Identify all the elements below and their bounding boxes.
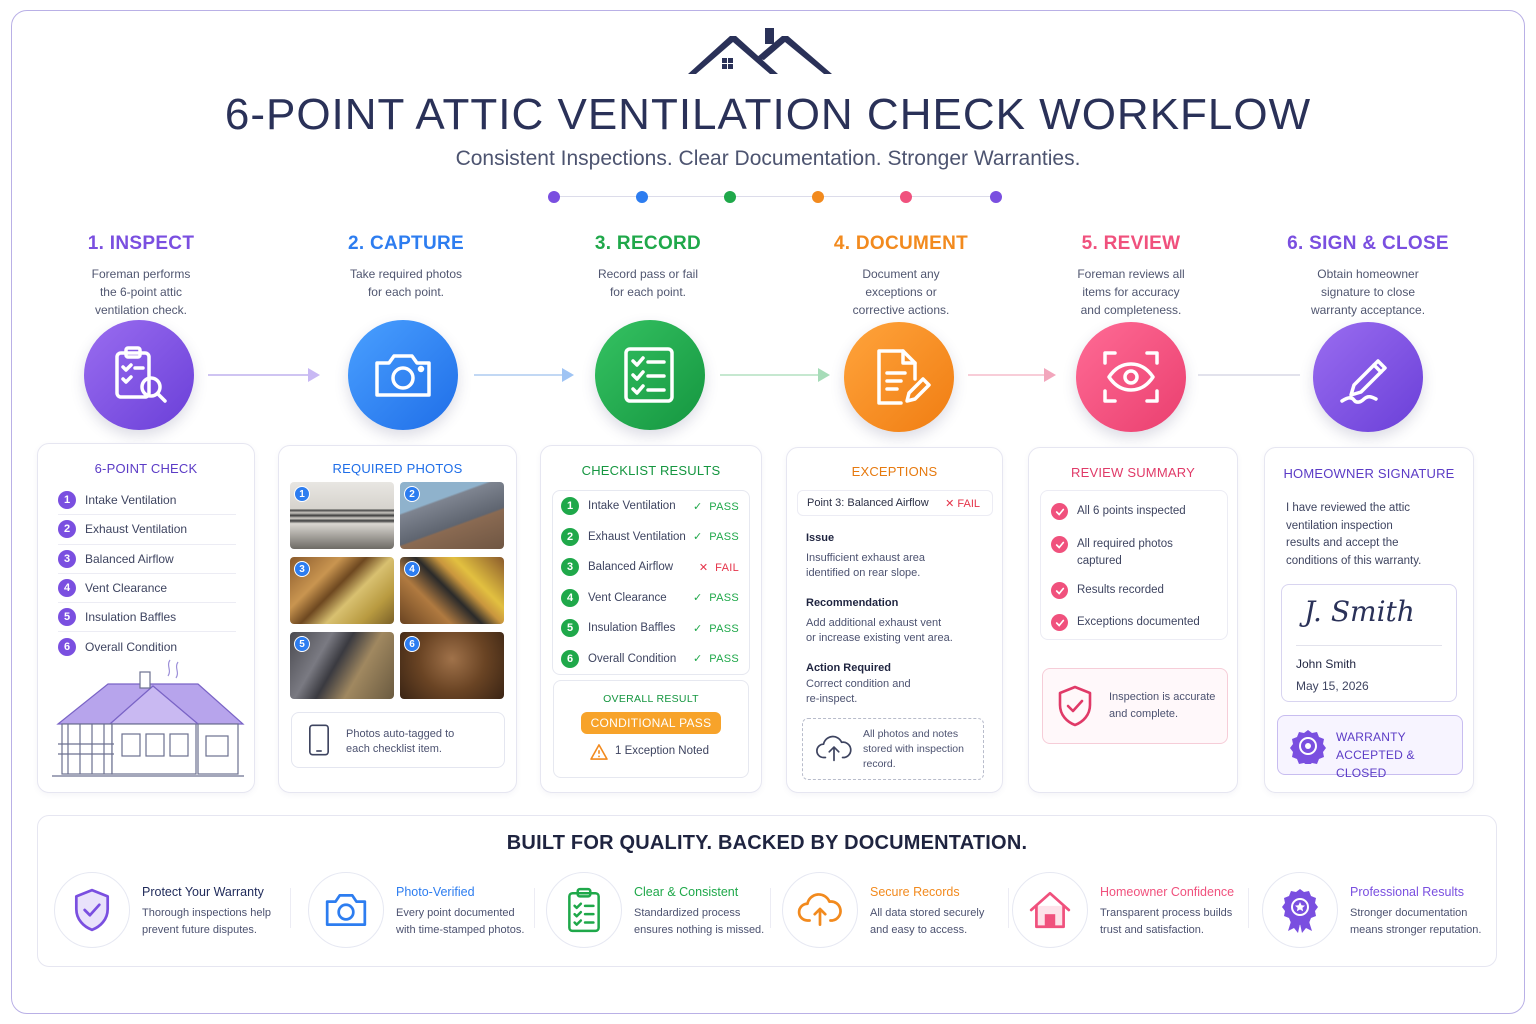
homeowner-signature-card (1264, 447, 1474, 793)
cloud-upload-icon (797, 887, 843, 933)
step-2-circle (348, 320, 458, 430)
overall-result-badge: CONDITIONAL PASS (581, 712, 721, 734)
photo-balanced-airflow: 3 (290, 557, 394, 624)
list-item: 5 Insulation Baffles (58, 603, 236, 632)
step-5-circle (1076, 322, 1186, 432)
acceptance-statement: I have reviewed the attic ventilation inspection results and accept the conditions of this warranty. (1286, 502, 1422, 567)
check-icon (1051, 503, 1068, 520)
list-item: 3 Balanced Airflow (58, 545, 236, 574)
checklist-icon (618, 343, 682, 407)
award-ribbon-icon (1277, 887, 1323, 933)
step-desc: Foreman performs the 6-point attic ventilation check. (91, 267, 191, 317)
clipboard-check-icon (561, 887, 607, 933)
progress-dot (900, 191, 912, 203)
photo-overall-condition: 6 (400, 632, 504, 699)
photo-vent-clearance: 4 (400, 557, 504, 624)
check-icon (1051, 536, 1068, 553)
step-4-header (791, 233, 1011, 319)
step-2-header (296, 233, 516, 301)
step-1-header (31, 233, 251, 319)
page-subtitle: Consistent Inspections. Clear Documentation. Stronger Warranties. (455, 147, 1081, 170)
progress-dot (636, 191, 648, 203)
pen-sign-icon (1336, 345, 1400, 409)
review-item: All required photos captured (1051, 536, 1173, 570)
card-title: EXCEPTIONS (851, 464, 938, 479)
document-pen-icon (867, 345, 931, 409)
step-desc: Document any exceptions or corrective actions. (852, 267, 950, 317)
badge-seal-icon (1290, 728, 1326, 764)
house-illustration-icon (48, 654, 248, 784)
exception-note: 1 Exception Noted (615, 745, 709, 757)
exceptions-card: EXCEPTIONS Point 3: Balanced Airflow ✕ FAIL Issue Insufficient exhaust area identified on rear slope. Recommendation Add additional exhaust vent or increase existing vent area. Action Required Correct condition and re-inspect. All photos and notes stored with inspection record. (786, 447, 1003, 793)
list-item: 2 Exhaust Ventilation (58, 515, 236, 544)
signature: J. Smith (1304, 595, 1415, 628)
progress-dot (990, 191, 1002, 203)
review-item: All 6 points inspected (1051, 503, 1186, 520)
result-row: 2 Exhaust Ventilation ✓ PASS (561, 522, 749, 553)
result-list (552, 490, 750, 675)
step-desc: Record pass or fail for each point. (597, 267, 699, 299)
step-3-header (538, 233, 758, 301)
card-title: HOMEOWNER SIGNATURE (1283, 466, 1455, 481)
review-list (1040, 490, 1228, 640)
step-3-circle (595, 320, 705, 430)
house-roof-logo-icon (686, 28, 836, 80)
step-1-circle (84, 320, 194, 430)
signature-box (1281, 584, 1457, 702)
photo-exhaust-vent: 2 (400, 482, 504, 549)
progress-dot (812, 191, 824, 203)
step-title: 5. REVIEW (1081, 233, 1181, 254)
six-point-check-card (37, 443, 255, 793)
progress-dot (548, 191, 560, 203)
photo-insulation-baffles: 5 (290, 632, 394, 699)
checklist-results-card (540, 445, 762, 793)
step-title: 3. RECORD (594, 233, 702, 254)
result-row: 6 Overall Condition ✓ PASS (561, 644, 749, 675)
camera-icon (371, 343, 435, 407)
step-5-header (1021, 233, 1241, 319)
step-title: 2. CAPTURE (348, 233, 464, 254)
overall-result-label: OVERALL RESULT (603, 693, 699, 705)
card-title: REVIEW SUMMARY (1071, 465, 1195, 480)
banner-title: BUILT FOR QUALITY. BACKED BY DOCUMENTATION. (506, 832, 1028, 854)
cloud-upload-icon (815, 733, 853, 763)
warranty-badge: WARRANTY ACCEPTED & CLOSED (1277, 715, 1463, 775)
review-confirm-box: Inspection is accurate and complete. (1042, 668, 1228, 744)
signature-date: May 15, 2026 (1296, 679, 1369, 693)
signer-name: John Smith (1296, 657, 1357, 671)
auto-tag-note: Photos auto-tagged to each checklist item. (291, 712, 505, 768)
result-row: 5 Insulation Baffles ✓ PASS (561, 613, 749, 644)
step-6-header (1258, 233, 1478, 319)
card-title: 6-POINT CHECK (94, 461, 198, 476)
warning-icon (590, 744, 608, 760)
step-6-circle (1313, 322, 1423, 432)
home-icon (1027, 887, 1073, 933)
step-desc: Obtain homeowner signature to close warranty acceptance. (1310, 267, 1426, 317)
eye-scan-icon (1099, 345, 1163, 409)
camera-icon (323, 887, 369, 933)
exception-point: Point 3: Balanced Airflow ✕ FAIL (797, 490, 993, 516)
overall-result-box (553, 680, 749, 778)
review-item: Results recorded (1051, 582, 1164, 599)
check-icon (1051, 582, 1068, 599)
review-summary-card (1028, 447, 1238, 793)
step-title: 4. DOCUMENT (833, 233, 969, 254)
storage-note: All photos and notes stored with inspection record. (802, 718, 984, 780)
shield-check-icon (69, 887, 115, 933)
result-row: 3 Balanced Airflow ✕ FAIL (561, 552, 749, 583)
step-desc: Foreman reviews all items for accuracy and completeness. (1077, 267, 1185, 317)
flow-arrow (968, 367, 1056, 383)
list-item: 6 Overall Condition (58, 632, 236, 661)
review-item: Exceptions documented (1051, 614, 1200, 631)
card-title: CHECKLIST RESULTS (581, 463, 721, 478)
shield-check-icon (1055, 683, 1095, 729)
check-icon (1051, 614, 1068, 631)
step-4-circle (844, 322, 954, 432)
progress-dots (548, 190, 1002, 204)
card-title: REQUIRED PHOTOS (332, 461, 463, 476)
list-item: 1 Intake Ventilation (58, 486, 236, 515)
photo-intake-vent: 1 (290, 482, 394, 549)
list-item: 4 Vent Clearance (58, 574, 236, 603)
result-row: 1 Intake Ventilation ✓ PASS (561, 491, 749, 522)
flow-arrow (208, 367, 320, 383)
flow-line (1198, 367, 1300, 383)
progress-dot (724, 191, 736, 203)
flow-arrow (720, 367, 830, 383)
benefits-banner: BUILT FOR QUALITY. BACKED BY DOCUMENTATION. Protect Your Warranty Thorough inspections help prevent future disputes. Photo-Verified Every point documented with time-stamped photos. Clear & Consistent Standardized process ensures nothing is missed. Secure Records All data stored securely and easy to access. Homeowner Confidence Transparent process builds trust and satisfaction. Professional Results Stronger documentation means stronger reputation. (37, 815, 1497, 967)
page-title: 6-POINT ATTIC VENTILATION CHECK WORKFLOW (224, 90, 1312, 139)
mobile-phone-icon (308, 723, 330, 757)
step-title: 6. SIGN & CLOSE (1287, 233, 1449, 254)
clipboard-search-icon (107, 343, 171, 407)
result-row: 4 Vent Clearance ✓ PASS (561, 583, 749, 614)
flow-arrow (474, 367, 574, 383)
step-desc: Take required photos for each point. (349, 267, 463, 299)
step-title: 1. INSPECT (87, 233, 195, 254)
required-photos-card (278, 445, 517, 793)
point-list (58, 486, 236, 662)
